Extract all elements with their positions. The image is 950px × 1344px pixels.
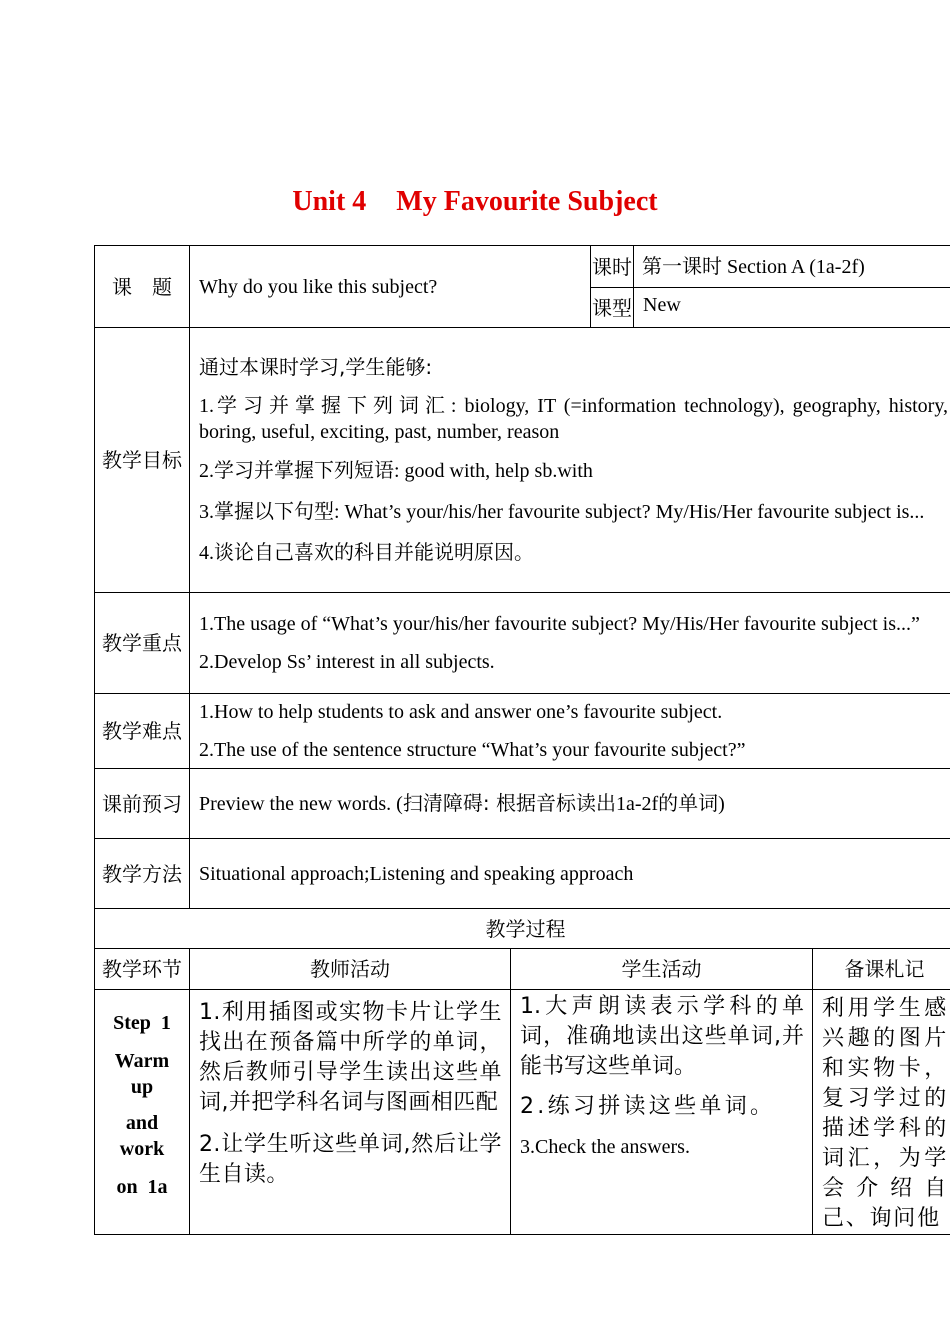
step1-name: Step 1 Warm up and work on 1a	[95, 990, 190, 1235]
lesson-plan-table	[94, 245, 950, 1235]
key-points-label: 教学重点	[95, 593, 190, 694]
objective-item: 1.学习并掌握下列词汇: biology, IT (=information technology), geography, history, boring, useful, exciting, past, number, reason	[199, 393, 949, 443]
difficulties-label: 教学难点	[95, 694, 190, 769]
col-header-stage: 教学环节	[95, 949, 190, 990]
process-heading: 教学过程	[95, 909, 950, 949]
topic-value: Why do you like this subject?	[190, 246, 591, 328]
period-value: 第一课时 Section A (1a-2f)	[634, 246, 950, 288]
difficulty-item: 2.The use of the sentence structure “What’s your favourite subject?”	[199, 739, 746, 761]
type-label: 课型	[591, 288, 634, 328]
col-header-teacher: 教师活动	[190, 949, 511, 990]
type-value: New	[634, 288, 950, 328]
objective-item: 3.掌握以下句型: What’s your/his/her favourite subject? My/His/Her favourite subject is...	[199, 499, 925, 523]
preview-content: Preview the new words. (扫清障碍: 根据音标读出1a-2f的单词)	[190, 769, 950, 839]
preview-label: 课前预习	[95, 769, 190, 839]
period-label: 课时	[591, 246, 634, 288]
objective-item: 4.谈论自己喜欢的科目并能说明原因。	[199, 540, 534, 564]
objectives-intro: 通过本课时学习,学生能够:	[199, 355, 433, 379]
step1-student-activity: 1.大声朗读表示学科的单词，准确地读出这些单词,并能书写这些单词。 2.练习拼读这些单词。 3.Check the answers.	[511, 990, 813, 1235]
objectives-label: 教学目标	[95, 328, 190, 593]
objectives-content	[190, 328, 950, 593]
col-header-student: 学生活动	[511, 949, 813, 990]
key-points-content	[190, 593, 950, 694]
key-point-item: 2.Develop Ss’ interest in all subjects.	[199, 651, 495, 673]
unit-number: Unit 4	[292, 186, 367, 217]
difficulty-item: 1.How to help students to ask and answer one’s favourite subject.	[199, 701, 723, 723]
objective-item: 2.学习并掌握下列短语: good with, help sb.with	[199, 458, 593, 482]
page-title	[0, 186, 950, 218]
difficulties-content	[190, 694, 950, 769]
key-point-item: 1.The usage of “What’s your/his/her favourite subject? My/His/Her favourite subject is...”	[199, 613, 920, 635]
unit-name: My Favourite Subject	[396, 186, 658, 217]
methods-content: Situational approach;Listening and speaking approach	[190, 839, 950, 909]
topic-label: 课 题	[95, 246, 190, 328]
step1-notes: 利用学生感兴趣的图片和实物卡，复习学过的描述学科的词汇，为学会介绍自己、询问他	[813, 990, 950, 1235]
step1-teacher-activity: 1.利用插图或实物卡片让学生找出在预备篇中所学的单词，然后教师引导学生读出这些单词,并把学科名词与图画相匹配 2.让学生听这些单词,然后让学生自读。	[190, 990, 511, 1235]
col-header-notes: 备课札记	[813, 949, 950, 990]
methods-label: 教学方法	[95, 839, 190, 909]
